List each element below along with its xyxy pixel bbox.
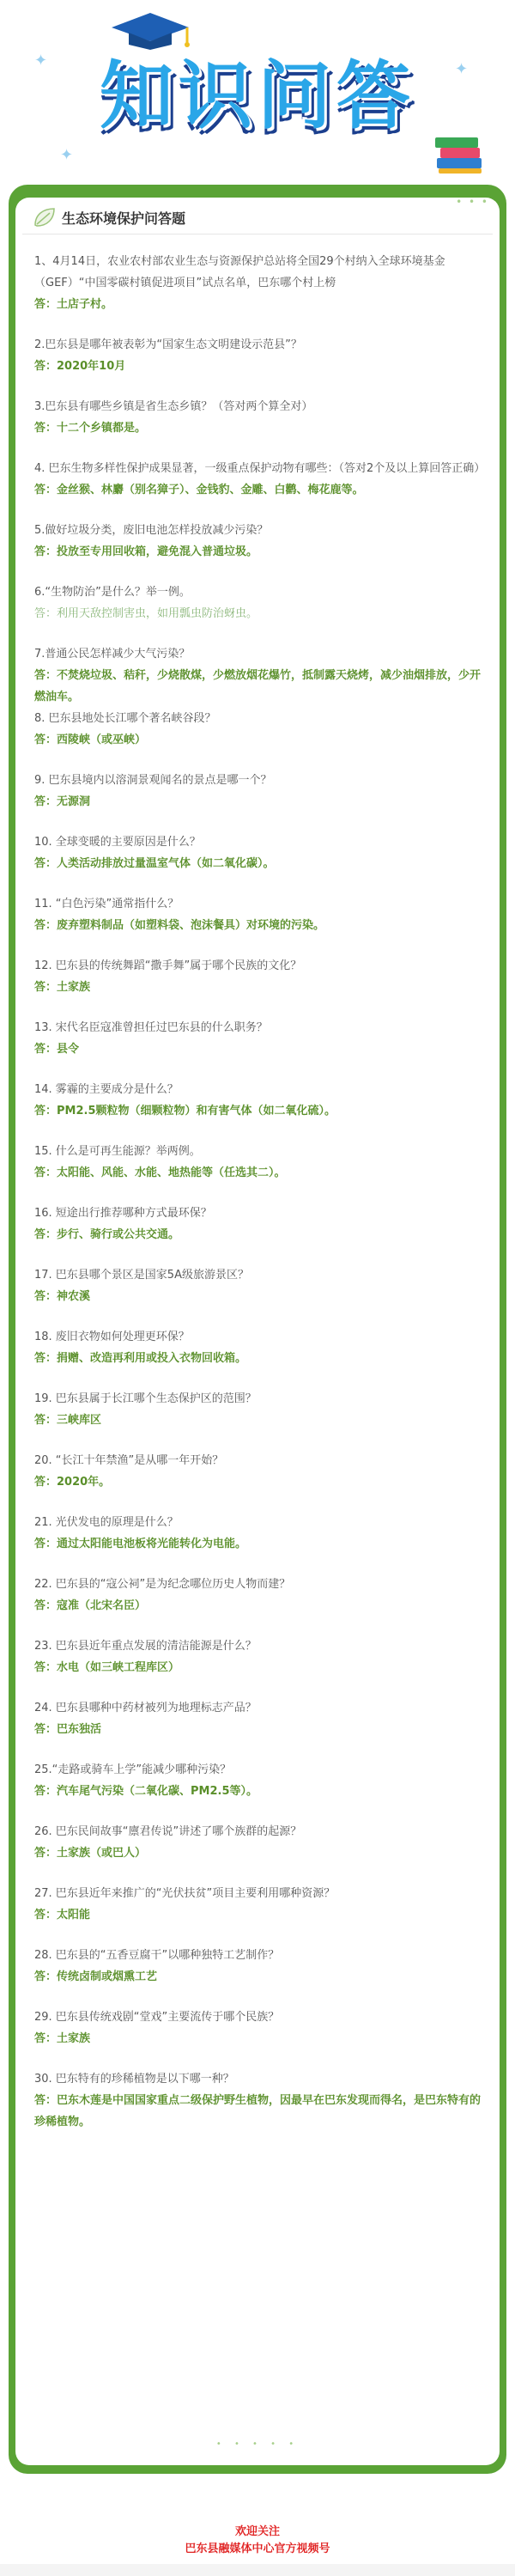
qa-item <box>34 334 489 377</box>
sparkle-icon: ✦ <box>60 146 74 164</box>
answer-text: 答：金丝猴、林麝（别名獐子）、金钱豹、金雕、白鹳、梅花鹿等。 <box>34 484 364 496</box>
qa-item <box>34 396 489 439</box>
answer-text: 答：土家族 <box>34 981 91 994</box>
question-text: 9. 巴东县境内以溶洞景观闻名的景点是哪一个？ <box>34 774 272 787</box>
answer-text: 答：三峡库区 <box>34 1414 102 1427</box>
answer-text: 答：寇准（北宋名臣） <box>34 1599 147 1612</box>
answer-text: 答：PM2.5颗粒物（细颗粒物）和有害气体（如二氧化硫）。 <box>34 1105 336 1117</box>
question-text: 7.普通公民怎样减少大气污染？ <box>34 648 191 661</box>
answer-text: 答：无源洞 <box>34 795 91 808</box>
question-text: 15. 什么是可再生能源？举两例。 <box>34 1145 201 1158</box>
answer-text: 答：太阳能、风能、水能、地热能等（任选其二）。 <box>34 1166 286 1179</box>
qa-item <box>34 1945 489 1988</box>
question-text: 28. 巴东县的“五香豆腐干”以哪种独特工艺制作？ <box>34 1949 280 1962</box>
qa-item <box>34 893 489 936</box>
answer-text: 答：巴东独活 <box>34 1723 102 1736</box>
answer-text: 答：县令 <box>34 1043 80 1056</box>
question-text: 19. 巴东县属于长江哪个生态保护区的范围？ <box>34 1392 257 1405</box>
question-text: 5.做好垃圾分类，废旧电池怎样投放减少污染？ <box>34 524 269 537</box>
qa-item <box>34 1759 489 1802</box>
answer-text: 答：神农溪 <box>34 1290 91 1303</box>
question-text: 17. 巴东县哪个景区是国家5A级旅游景区？ <box>34 1269 249 1282</box>
qa-item <box>34 1141 489 1184</box>
qa-item <box>34 1079 489 1122</box>
qa-item <box>34 1264 489 1307</box>
qa-item <box>34 643 489 708</box>
answer-text: 答：废弃塑料制品（如塑料袋、泡沫餐具）对环境的污染。 <box>34 919 325 932</box>
question-text: 10. 全球变暖的主要原因是什么？ <box>34 836 201 849</box>
question-text: 13. 宋代名臣寇准曾担任过巴东县的什么职务？ <box>34 1021 268 1034</box>
qa-item <box>34 1697 489 1740</box>
answer-text: 答：土家族 <box>34 2032 91 2045</box>
question-text: 29. 巴东县传统戏剧“堂戏”主要流传于哪个民族？ <box>34 2011 280 2024</box>
qa-item <box>34 955 489 998</box>
answer-text: 答：汽车尾气污染（二氧化碳、PM2.5等）。 <box>34 1785 258 1798</box>
answer-text: 答：步行、骑行或公共交通。 <box>34 1228 180 1241</box>
decorative-dots: • • • <box>456 196 489 208</box>
qa-item <box>34 1388 489 1431</box>
answer-text: 答：水电（如三峡工程库区） <box>34 1661 180 1674</box>
qa-item <box>34 1326 489 1369</box>
qa-item <box>34 831 489 874</box>
qa-item <box>34 1883 489 1926</box>
question-text: 26. 巴东民间故事“廪君传说”讲述了哪个族群的起源？ <box>34 1825 302 1838</box>
question-text: 16. 短途出行推荐哪种方式最环保？ <box>34 1207 212 1220</box>
question-text: 6.“生物防治”是什么？举一例。 <box>34 586 191 599</box>
bottom-strip <box>0 2564 515 2576</box>
question-text: 20. “长江十年禁渔”是从哪一年开始？ <box>34 1454 224 1467</box>
qa-item <box>34 1821 489 1864</box>
content-card <box>15 198 500 2465</box>
qa-item <box>34 1203 489 1245</box>
banner-title: 知识问答 <box>100 53 415 139</box>
answer-text: 答：捐赠、改造再利用或投入衣物回收箱。 <box>34 1352 247 1365</box>
question-text: 12. 巴东县的传统舞蹈“撒手舞”属于哪个民族的文化？ <box>34 959 302 972</box>
qa-item <box>34 1450 489 1493</box>
qa-item <box>34 2007 489 2049</box>
answer-text: 答：人类活动排放过量温室气体（如二氧化碳）。 <box>34 857 275 870</box>
question-text: 23. 巴东县近年重点发展的清洁能源是什么？ <box>34 1640 257 1653</box>
qa-item <box>34 1017 489 1060</box>
question-text: 4. 巴东生物多样性保护成果显著，一级重点保护动物有哪些：（答对2个及以上算回答正确） <box>34 462 486 475</box>
section-title: 生态环境保护问答题 <box>62 210 186 227</box>
sparkle-icon: ✦ <box>34 52 48 70</box>
question-text: 24. 巴东县哪种中药材被列为地理标志产品？ <box>34 1702 257 1714</box>
answer-text: 答：2020年10月 <box>34 360 126 373</box>
question-text: 27. 巴东县近年来推广的“光伏扶贫”项目主要利用哪种资源？ <box>34 1887 336 1900</box>
answer-text: 答：传统卤制或烟熏工艺 <box>34 1970 158 1983</box>
answer-text: 答：2020年。 <box>34 1476 111 1489</box>
answer-text: 答：土家族（或巴人） <box>34 1847 147 1860</box>
question-text: 22. 巴东县的“寇公祠”是为纪念哪位历史人物而建？ <box>34 1578 291 1591</box>
answer-text: 答：太阳能 <box>34 1909 91 1921</box>
books-icon <box>433 129 485 176</box>
question-text: 21. 光伏发电的原理是什么？ <box>34 1516 179 1529</box>
answer-text: 答：投放至专用回收箱，避免混入普通垃圾。 <box>34 545 258 558</box>
answer-text: 答：利用天敌控制害虫，如用瓢虫防治蚜虫。 <box>34 607 258 620</box>
qa-item <box>34 770 489 813</box>
qa-item <box>34 458 489 501</box>
section-header <box>22 196 493 234</box>
qa-list <box>34 251 489 2133</box>
answer-text: 答：通过太阳能电池板将光能转化为电能。 <box>34 1538 247 1550</box>
qa-item <box>34 2068 489 2133</box>
qa-item <box>34 582 489 624</box>
question-text: 3.巴东县有哪些乡镇是省生态乡镇？（答对两个算全对） <box>34 400 313 413</box>
follow-notice <box>0 2524 515 2558</box>
qa-item <box>34 1512 489 1555</box>
answer-text: 答：巴东木莲是中国国家重点二级保护野生植物，因最早在巴东发现而得名，是巴东特有的珍稀植物。 <box>34 2094 482 2128</box>
question-text: 30. 巴东特有的珍稀植物是以下哪一种？ <box>34 2073 234 2086</box>
qa-item <box>34 251 489 315</box>
qa-item <box>34 708 489 751</box>
follow-line-2: 巴东县融媒体中心官方视频号 <box>185 2543 330 2555</box>
answer-text: 答：十二个乡镇都是。 <box>34 422 147 435</box>
content-frame <box>9 185 506 2474</box>
follow-line-1: 欢迎关注 <box>234 2525 280 2538</box>
qa-item <box>34 1635 489 1678</box>
answer-text: 答：土店子村。 <box>34 298 113 311</box>
leaf-icon <box>33 206 57 228</box>
answer-text: 答：不焚烧垃圾、秸秆，少烧散煤，少燃放烟花爆竹，抵制露天烧烤，减少油烟排放，少开燃油车。 <box>34 669 482 703</box>
qa-item <box>34 520 489 563</box>
question-text: 1、4月14日，农业农村部农业生态与资源保护总站将全国29个村纳入全球环境基金（GEF）“中国零碳村镇促进项目”试点名单，巴东哪个村上榜 <box>34 255 445 289</box>
question-text: 11. “白色污染”通常指什么？ <box>34 898 179 910</box>
decorative-dots: • • • • • <box>215 2439 300 2449</box>
answer-text: 答：西陵峡（或巫峡） <box>34 734 147 746</box>
question-text: 18. 废旧衣物如何处理更环保？ <box>34 1331 190 1343</box>
qa-item <box>34 1574 489 1617</box>
question-text: 25.“走路或骑车上学”能减少哪种污染？ <box>34 1763 232 1776</box>
header-banner <box>0 0 515 185</box>
question-text: 8. 巴东县地处长江哪个著名峡谷段？ <box>34 712 216 725</box>
question-text: 14. 雾霾的主要成分是什么？ <box>34 1083 179 1096</box>
sparkle-icon: ✦ <box>455 60 469 78</box>
question-text: 2.巴东县是哪年被表彰为“国家生态文明建设示范县”？ <box>34 338 302 351</box>
